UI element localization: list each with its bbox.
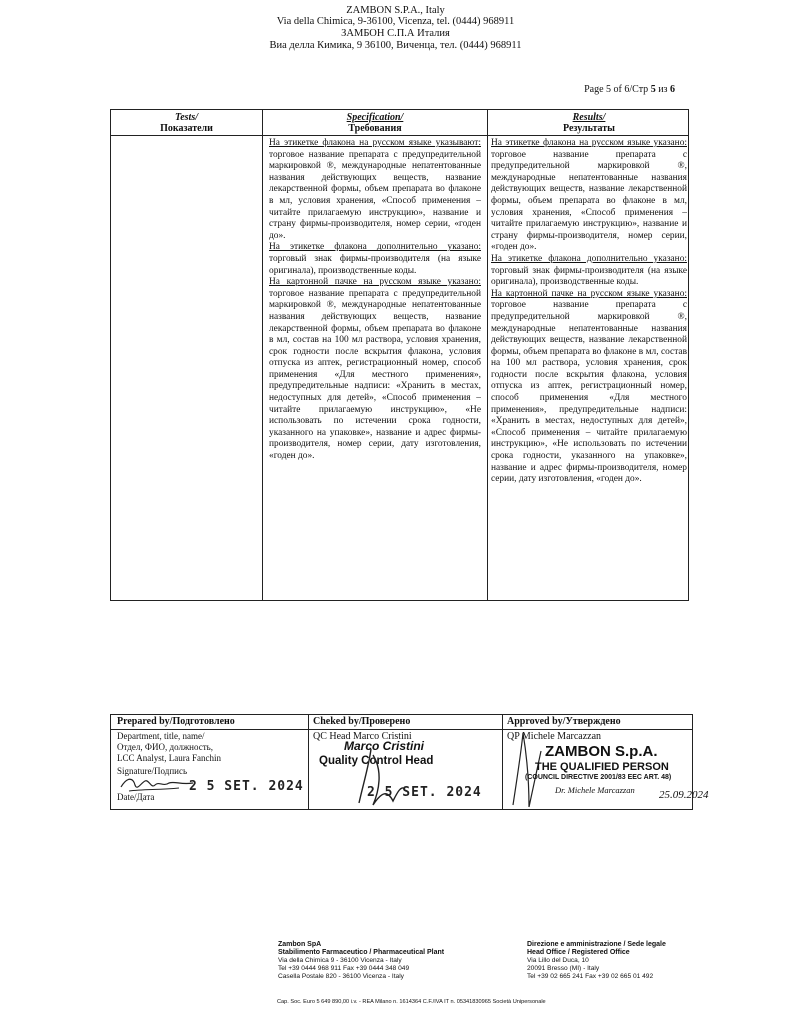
checked-title: Cheked by/Проверено [313, 716, 411, 727]
footer-head-office: Direzione e amministrazione / Sede legale Head Office / Registered Office Via Lillo del Duca, 10 20091 Bresso (MI) - Italy Tel +39 02 665 241 Fax +39 02 665 01 492 [527, 941, 666, 980]
company-address-en: Via della Chimica, 9-36100, Vicenza, tel. (0444) 968911 [276, 16, 515, 27]
checked-date-stamp: 2 5 SET. 2024 [367, 785, 482, 800]
company-name-en: ZAMBON S.P.A., Italy [346, 5, 445, 16]
approved-title: Approved by/Утверждено [507, 716, 621, 727]
approved-handwritten-date: 25.09.2024 [659, 789, 709, 801]
page-number: Page 5 of 6/Стр 5 из 6 [584, 84, 675, 95]
signature-label: Signature/Подпись [117, 766, 188, 776]
header-specification: Specification/ Требования [346, 112, 404, 134]
dept-label-en: Department, title, name/ [117, 731, 205, 741]
footer-legal: Cap. Soc. Euro 5 649 890,00 i.v. - REA Milano n. 1614364 C.F./IVA IT n. 05341830965 Società Unipersonale [277, 999, 546, 1005]
qp-stamp-company: ZAMBON S.p.A. [545, 743, 658, 760]
prepared-signature [119, 773, 199, 795]
qp-stamp-role: THE QUALIFIED PERSON [535, 761, 669, 773]
result-vial-label-extra: На этикетке флакона дополнительно указано: торговый знак фирмы-производителя (на языке оригинала), производственные коды. [491, 253, 687, 288]
checked-signature [343, 745, 413, 809]
spec-vial-label-ru: На этикетке флакона на русском языке указывают: торговое название препарата с предупредительной маркировкой ®, международные непатентованные названия действующих веществ, название лекарственной формы, объем препарата во флаконе в мл, условия хранения, «Способ применения – читайте прилагаемую инструкцию», название и страну фирмы-производителя, номер серии, «годен до». [269, 138, 481, 241]
qc-stamp-title: Quality Control Head [319, 755, 434, 767]
result-carton-ru: На картонной пачке на русском языке указано: торговое название препарата с предупредительной маркировкой ®, международные непатентованные названия действующих веществ, название лекарственной формы, объем препарата во флаконе в мл, состав на 100 мл раствора, условия хранения, срок годности после вскрытия флакона, условия отпуска из аптек, регистрационный номер, способ применения «Для местного применения», предупредительные надписи: «Хранить в местах, недоступных для детей», «Способ применения – читайте прилагаемую инструкцию», «Не использовать по истечении срока годности, указанного на упаковке», название и адрес фирмы-производителя, номер серии, дату изготовления, «годен до». [491, 288, 687, 485]
prepared-date-stamp: 2 5 SET. 2024 [189, 779, 304, 794]
prepared-name: LCC Analyst, Laura Fanchin [117, 753, 221, 763]
approved-name: QP Michele Marcazzan [507, 731, 602, 742]
specification-cell [269, 138, 481, 463]
footer-plant: Zambon SpA Stabilimento Farmaceutico / Pharmaceutical Plant Via della Chimica 9 - 36100 Vicenza - Italy Tel +39 0444 968 911 Fax +39 0444 348 049 Casella Postale 820 - 36100 Vicenza - Italy [278, 941, 445, 980]
result-vial-label-ru: На этикетке флакона на русском языке указано: торговое название препарата с предупредительной маркировкой ®, международные непатентованные названия действующих веществ, название лекарственной формы, объем препарата во флаконе в мл, условия хранения, «Способ применения – читайте прилагаемую инструкцию», название и страну фирмы-производителя, номер серии, «годен до». [491, 138, 687, 253]
approval-box [110, 714, 709, 810]
specification-table [110, 109, 689, 601]
date-label: Date/Дата [117, 792, 155, 802]
dept-label-ru: Отдел, ФИО, должность, [117, 742, 213, 752]
qp-stamp-directive: (COUNCIL DIRECTIVE 2001/83 EEC ART. 48) [525, 774, 672, 781]
header-results: Results/ Результаты [563, 112, 615, 134]
company-address-ru: Виа делла Кимика, 9 36100, Виченца, тел. (0444) 968911 [269, 40, 522, 51]
results-cell [491, 138, 687, 486]
spec-carton-ru: На картонной пачке на русском языке указано: торговое название препарата с предупредительной маркировкой ®, международные непатентованные названия действующих веществ, название лекарственной формы, объем препарата во флаконе в мл, состав на 100 мл раствора, условия хранения, срок годности после вскрытия флакона, условия отпуска из аптек, регистрационный номер, способ применения «Для местного применения», предупредительные надписи: «Хранить в местах, недоступных для детей», «Способ применения – читайте прилагаемую инструкцию», «Не использовать по истечении срока годности, указанного на упаковке», название и адрес фирмы-производителя, номер серии, дату изготовления, «годен до». [269, 277, 481, 462]
qc-stamp-name: Marco Cristini [344, 739, 425, 753]
spec-vial-label-extra: На этикетке флакона дополнительно указано: торговый знак фирмы-производителя (на языке оригинала), производственные коды. [269, 242, 481, 276]
checked-name: QC Head Marco Cristini [313, 731, 412, 742]
qp-stamp-person: Dr. Michele Marcazzan [555, 785, 635, 795]
header-tests: Tests/ Показатели [160, 112, 213, 134]
prepared-title: Prepared by/Подготовлено [117, 716, 235, 727]
company-name-ru: ЗАМБОН С.П.А Италия [341, 28, 450, 39]
